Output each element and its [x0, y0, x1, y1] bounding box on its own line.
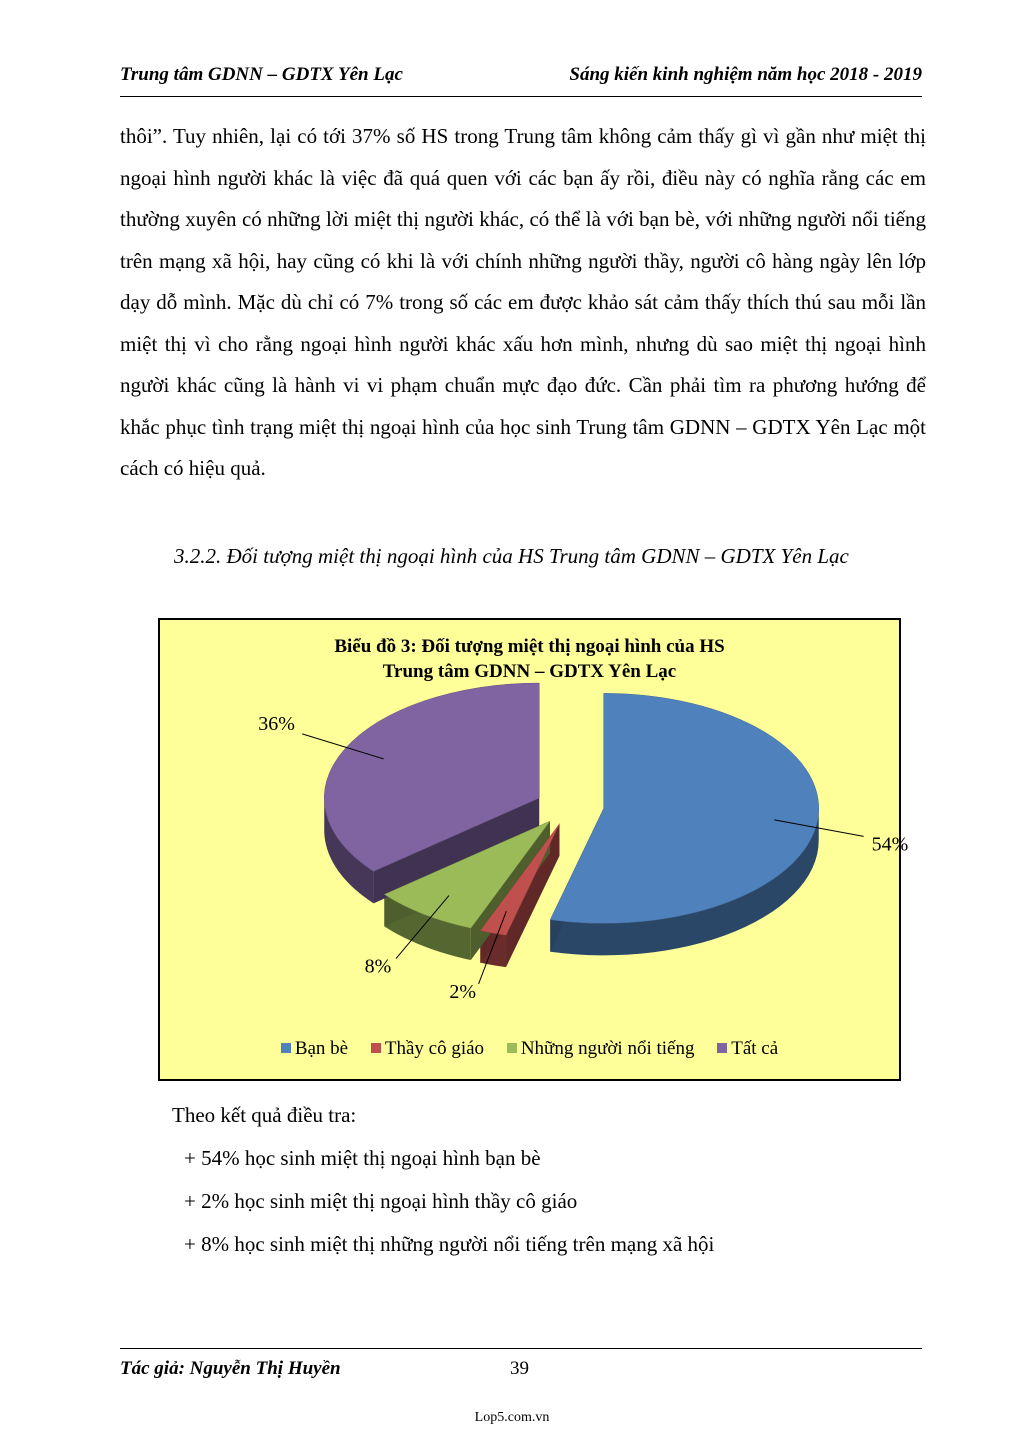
legend-swatch-1: [371, 1043, 381, 1053]
legend-swatch-3: [717, 1043, 727, 1053]
body-paragraph: thôi”. Tuy nhiên, lại có tới 37% số HS trong Trung tâm không cảm thấy gì vì gần như miệt thị ngoại hình người khác là việc đã quá quen với các bạn ấy rồi, điều này có nghĩa rằng các em thường xuyên có những lời miệt thị người khác, có thể là với bạn bè, với những người nổi tiếng trên mạng xã hội, hay cũng có khi là với chính những người thầy, người cô hàng ngày lên lớp dạy dỗ mình. Mặc dù chỉ có 7% trong số các em được khảo sát cảm thấy thích thú sau mỗi lần miệt thị vì cho rằng ngoại hình người khác xấu hơn mình, nhưng dù sao miệt thị ngoại hình người khác cũng là hành vi vi phạm chuẩn mực đạo đức. Cần phải tìm ra phương hướng để khắc phục tình trạng miệt thị ngoại hình của học sinh Trung tâm GDNN – GDTX Yên Lạc một cách có hiệu quả.: [120, 124, 926, 480]
data-label-2: 8%: [364, 955, 392, 978]
legend-item-1: [371, 1038, 484, 1060]
result-item: + 54% học sinh miệt thị ngoại hình bạn bè: [184, 1146, 541, 1170]
data-label-3: 36%: [258, 712, 295, 735]
chart-title-line-1: Biểu đồ 3: Đối tượng miệt thị ngoại hình của HS: [334, 636, 725, 657]
legend-item-2: [507, 1038, 695, 1060]
legend-label-1: Thầy cô giáo: [384, 1038, 485, 1059]
page-number: 39: [510, 1358, 529, 1379]
pie-plot: [160, 620, 909, 1079]
data-label-1: 2%: [449, 980, 477, 1003]
legend-label-0: Bạn bè: [294, 1038, 349, 1059]
legend-label-3: Tất cả: [731, 1038, 779, 1059]
section-heading: 3.2.2. Đối tượng miệt thị ngoại hình của HS Trung tâm GDNN – GDTX Yên Lạc: [174, 544, 849, 568]
results-list: [172, 1094, 932, 1266]
results-intro: Theo kết quả điều tra:: [172, 1103, 357, 1127]
legend-label-2: Những người nổi tiếng: [520, 1038, 695, 1059]
legend-swatch-0: [281, 1043, 291, 1053]
result-item: + 8% học sinh miệt thị những người nổi tiếng trên mạng xã hội: [184, 1232, 715, 1256]
header-title: Sáng kiến kinh nghiệm năm học 2018 - 2019: [569, 64, 922, 85]
header-school: Trung tâm GDNN – GDTX Yên Lạc: [120, 64, 403, 85]
legend-item-3: [717, 1038, 778, 1060]
legend-item-0: [281, 1038, 348, 1060]
page-header: [120, 62, 922, 97]
watermark: Lop5.com.vn: [474, 1410, 550, 1425]
data-label-0: 54%: [871, 833, 909, 856]
footer-author: Tác giả: Nguyễn Thị Huyền: [120, 1358, 341, 1379]
legend-swatch-2: [507, 1043, 517, 1053]
result-item: + 2% học sinh miệt thị ngoại hình thầy cô giáo: [184, 1189, 578, 1213]
footer-rule: [120, 1348, 922, 1349]
pie-chart: [158, 618, 909, 1081]
chart-legend: [160, 1038, 899, 1060]
chart-title-line-2: Trung tâm GDNN – GDTX Yên Lạc: [382, 661, 677, 682]
